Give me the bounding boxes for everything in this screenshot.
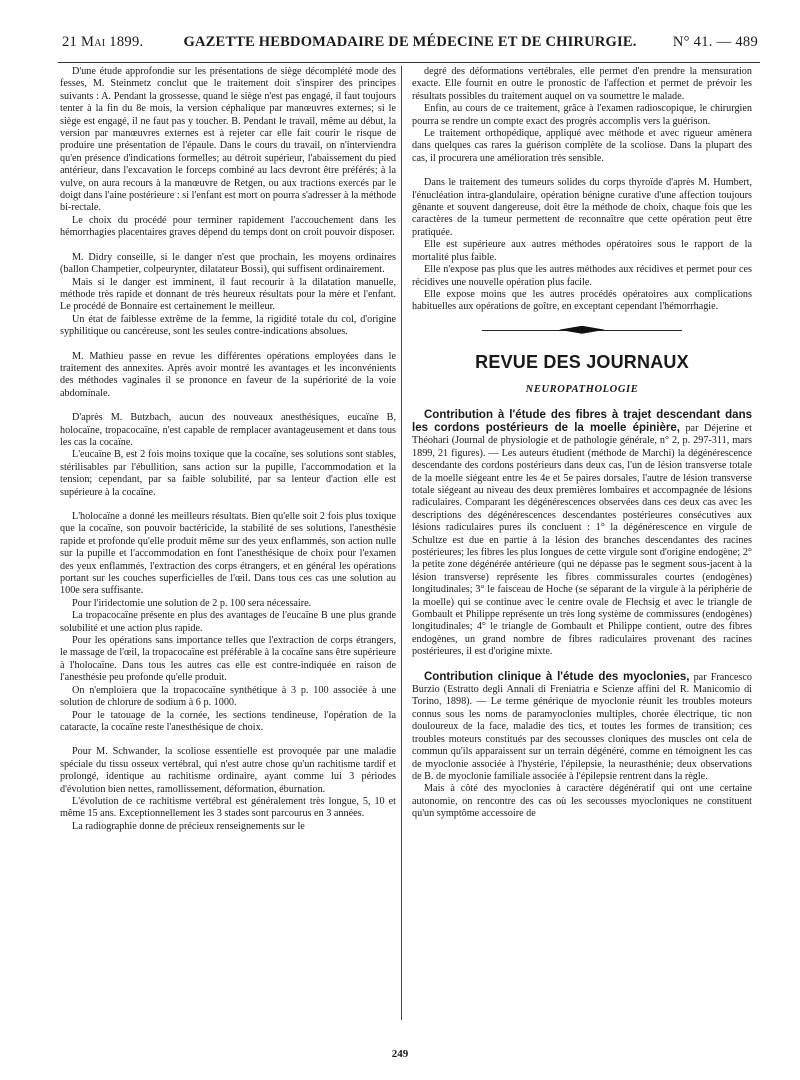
subsection-title: NEUROPATHOLOGIE xyxy=(525,384,639,396)
paragraph: Pour M. Schwander, la scoliose essentielle est provoquée par une maladie spéciale du tissu osseux vertébral, qui n'est autre chose qu'un rachitisme tardif et prolongé, identique au rachitisme ordinaire, ayant comme lui 3 périodes d'évolution bien nettes, ramollissement, déformation, éburnation. xyxy=(60,746,396,795)
ornamental-rule xyxy=(412,324,752,338)
paragraph: Elle expose moins que les autres procédés opératoires aux complications habituelles aux opérations de goître, en exceptant cependant l'hémorrhagie. xyxy=(412,288,752,313)
left-column xyxy=(60,66,396,833)
column-divider xyxy=(401,66,402,1020)
article-title: Contribution à l'étude des fibres à trajet descendant dans les cordons postérieurs de la moelle épinière, xyxy=(412,408,752,434)
paragraph: L'évolution de ce rachitisme vertébral est généralement très longue, 5, 10 et même 15 ans. Exceptionnellement les 3 stades sont parcourus en 3 années. xyxy=(60,795,396,820)
paragraph: Un état de faiblesse extrême de la femme, la rigidité totale du col, d'origine syphilitique ou cancéreuse, sont les seules contre-indications absolues. xyxy=(60,313,396,338)
right-column xyxy=(412,66,752,821)
paragraph: On n'emploiera que la tropacocaïne synthétique à 3 p. 100 associée à une solution de chlorure de sodium à 6 p. 1000. xyxy=(60,684,396,709)
paragraph: Dans le traitement des tumeurs solides du corps thyroïde d'après M. Humbert, l'énucléation intra-glandulaire, opération bénigne curative d'une affection toujours gênante et souvent dangereuse, doit être la méthode de choix, chaque fois que les caractères de la tumeur permettent de reconnaître que cette opération peut être pratiquée. xyxy=(412,177,752,238)
paragraph: Mais à côté des myoclonies à caractère dégénératif qui ont une certaine autonomie, on rencontre des cas où les secousses myocloniques ne constituent qu'un symptôme accessoire de xyxy=(412,783,752,820)
paragraph: D'après M. Butzbach, aucun des nouveaux anesthésiques, eucaïne B, holocaïne, tropacocaïne, n'est capable de remplacer avantageusement et dans tous les cas la cocaïne. xyxy=(60,412,396,448)
article-body: — Le terme générique de myoclonie réunit les troubles moteurs connus sous les noms de paramyoclonies multiples, chorée électrique, tic non douloureux de la face, maladie des tics, et toutes les formes de transition; ces troubles moteurs constitués par des secousses cloniques des muscles ont cela de commun qu'ils apparaissent sur un terrain dégénéré, comme en témoignent les cas de myoclonie associée à l'hystérie, l'épilepsie, la neurasthénie; deux observations de B. de myoclonie familiale associée à l'épilepsie rentrent dans la règle. xyxy=(412,696,752,782)
article xyxy=(412,671,752,784)
paragraph: Le choix du procédé pour terminer rapidement l'accouchement dans les hémorrhagies placentaires graves dépend du temps dont on croit pouvoir disposer. xyxy=(60,214,396,239)
article-reference: par Francesco Burzio (Estratto degli Annali di Freniatria e Scienze affini del R. Manicomio di Torino, 1898). xyxy=(412,671,752,708)
paragraph: Mais si le danger est imminent, il faut recourir à la dilatation manuelle, méthode très rapide et donnant de très heureux résultats pour la mère et l'enfant. Le procédé de Bonnaire est certainement le meilleur. xyxy=(60,276,396,313)
header-rule xyxy=(58,62,760,63)
header-number: N° 41. — 489 xyxy=(672,34,758,50)
header-date: 21 Mai 1899. xyxy=(62,34,144,50)
paragraph: Elle n'expose pas plus que les autres méthodes aux récidives et permet pour ces récidives une nouvelle opération plus facile. xyxy=(412,264,752,288)
page-number: 249 xyxy=(391,1048,409,1060)
paragraph: Pour le tatouage de la cornée, les sections tendineuse, l'opération de la cataracte, la cocaïne reste l'anesthésique de choix. xyxy=(60,709,396,733)
article xyxy=(412,409,752,659)
article-reference: par Déjerine et Théohari (Journal de physiologie et de pathologie générale, n° 2, p. 297-311, mars 1899, 21 figures). xyxy=(412,422,752,459)
paragraph: Pour l'iridectomie une solution de 2 p. 100 sera nécessaire. xyxy=(72,597,312,609)
paragraph: M. Didry conseille, si le danger n'est que prochain, les moyens ordinaires (ballon Champetier, colpeurynter, dilatateur Bossi), qui suffisent ordinairement. xyxy=(60,251,396,276)
paragraph: degré des déformations vertébrales, elle permet d'en prendre la mensuration exacte. Elle fournit en outre le pronostic de l'affection et permet de prévoir les résultats possibles du traitement auquel on va soumettre le malade. xyxy=(412,66,752,102)
section-title: REVUE DES JOURNAUX xyxy=(475,351,689,372)
paragraph: La tropacocaïne présente en plus des avantages de l'eucaïne B une plus grande solubilité et une action plus rapide. xyxy=(60,610,396,634)
paragraph: Elle est supérieure aux autres méthodes opératoires sous le rapport de la mortalité plus faible. xyxy=(412,239,752,263)
article-title: Contribution clinique à l'étude des myoclonies, xyxy=(424,670,690,683)
paragraph: L'holocaïne a donné les meilleurs résultats. Bien qu'elle soit 2 fois plus toxique que la cocaïne, son pouvoir bactéricide, la stabilité de ses solutions, l'anesthésie rapide et profonde qu'elle produit même sur des yeux enflammés, son action nulle sur la pupille et l'accommodation en font l'anesthésique de choix pour l'examen des yeux enflammés, l'extraction des corps étrangers, et en général les opérations portant sur les couches superficielles de l'œil. Dans tous ces cas une solution au 100e sera suffisante. xyxy=(60,511,396,597)
paragraph: La radiographie donne de précieux renseignements sur le xyxy=(72,820,305,832)
article-body: — Les auteurs étudient (méthode de Marchi) la dégénérescence descendante des cordons postérieurs dans deux cas, l'un de lésion transverse totale de la moelle siégeant entre les 4e et 5e paires dorsales, l'autre de lésion transverse totale siégeant au niveau des deux premières lombaires et accompagnée de lésions radiculaires. Comparant les dégénérescences observées dans ces deux cas avec les descriptions des dégénérescences descendantes postérieures consécutives aux lésions radiculaires pures ils concluent : 1° la dégénérescence en virgule de Schultze est due en partie à la lésion des branches descendantes des racines postérieures; les fibres les plus longues de cette virgule sont d'origine endogène; 2° la petite zone dégénérée antérieure (qui ne dépasse pas le segment sous-jacent à la lésion transverse) représente les fibres commissurales courtes (endogènes) longitudinales; 3° le faisceau de Hoche (se séparant de la virgule à la périphérie de la moelle) qui se continue avec le centre ovale de Flechsig et avec le triangle de Gombault et Philippe représente un très long système de commissures (endogènes) longitudinales; 4° le triangle de Gombault et Philippe contient, outre des fibres endogènes, un grand nombre de fibres radiculaires provenant des racines postérieures, il est d'origine mixte. xyxy=(412,447,752,658)
paragraph: M. Mathieu passe en revue les différentes opérations employées dans le traitement des annexites. Après avoir montré les avantages et les inconvénients des méthodes vaginales il se prononce en faveur de la supériorité de la voie abdominale. xyxy=(60,350,396,399)
paragraph: L'eucaïne B, est 2 fois moins toxique que la cocaïne, ses solutions sont stables, stérilisables par l'ébullition, sans action sur la pupille, l'accommodation et la tension; cependant, par sa faible solubilité, par sa lenteur d'action elle est supérieure à la cocaïne. xyxy=(60,449,396,498)
paragraph: Enfin, au cours de ce traitement, grâce à l'examen radioscopique, le chirurgien pourra se rendre un compte exact des progrès accomplis vers la guérison. xyxy=(412,103,752,127)
paragraph: Pour les opérations sans importance telles que l'extraction de corps étrangers, le massage de l'œil, la tropacocaïne est préférable à la cocaïne sans être supérieure à l'holocaïne. Dans tous les autres cas elle est contre-indiquée en raison de l'anesthésie peu profonde qu'elle produit. xyxy=(60,635,396,684)
header-title: GAZETTE HEBDOMADAIRE DE MÉDECINE ET DE CHIRURGIE. xyxy=(183,34,637,50)
paragraph: Le traitement orthopédique, appliqué avec méthode et avec rigueur amènera dans quelques cas rares la guérison complète de la scoliose. Dans la plupart des cas, il procurera une amélioration très sensible. xyxy=(412,128,752,164)
paragraph: D'une étude approfondie sur les présentations de siège décomplété mode des fesses, M. Steinmetz conclut que le traitement doit s'inspirer des principes suivants : A. Pendant la grossesse, quand le siège n'est pas engagé, il faut toujours tenter à la fin du 8e mois, la version céphalique par manœuvres externes; si le siège est engagé, il ne faut pas y toucher. B. Pendant le travail, même au début, la version par manœuvres externes est à rejeter car elle fait courir le risque de produire une présentation de l'épaule. Dans le cours du travail, on n'interviendra qu'en présence d'indications formelles; au détroit supérieur, l'abaissement du pied antérieur, dans l'excavation le forceps combiné au lacs devront être préférés; à la vulve, on aura recours à la manœuvre de Retgen, ou aux tractions exercés par le doigt dans l'aine postérieure : si l'enfant est mort on pourra s'adresser à la méthode bi-rectale. xyxy=(60,66,396,214)
running-header xyxy=(62,34,758,56)
